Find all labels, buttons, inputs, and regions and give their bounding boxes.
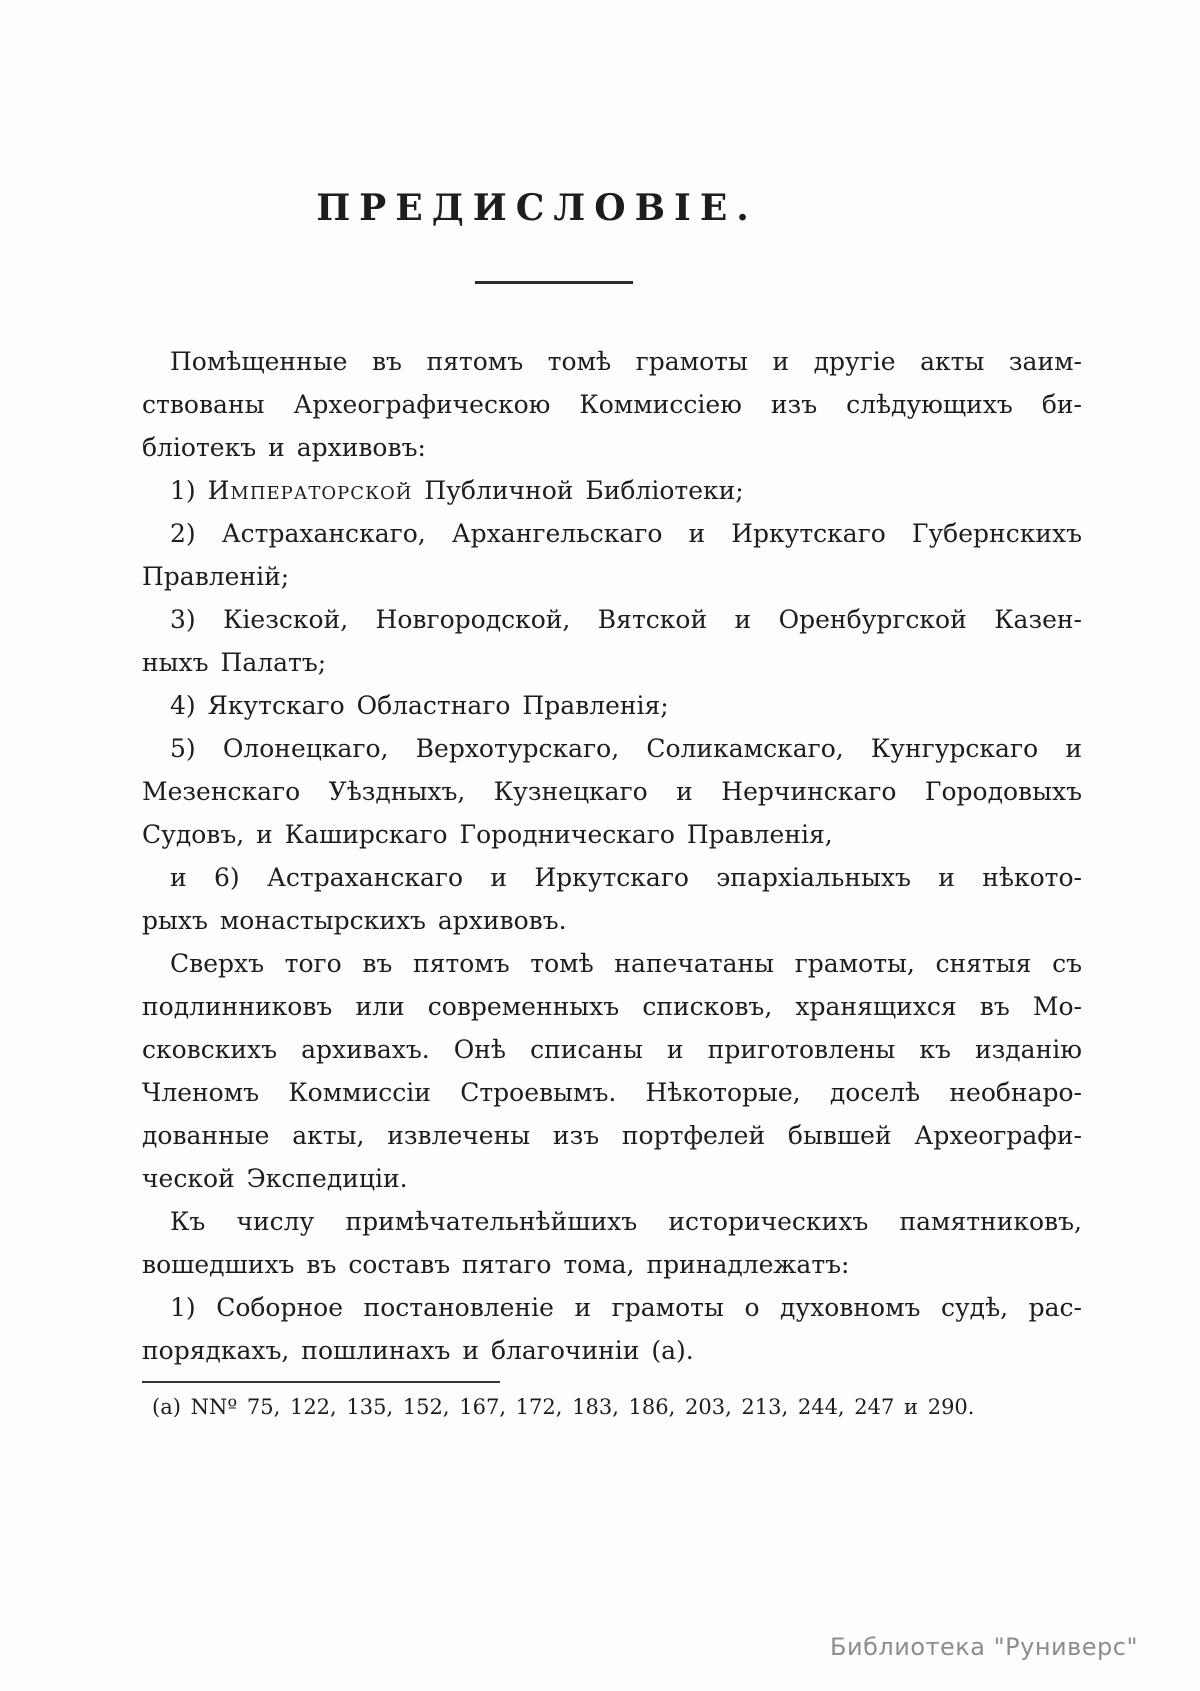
- text-line: 2) Астраханскаго, Архангельскаго и Иркутскаго Губернскихъ: [170, 519, 1082, 548]
- text-line: Къ числу примѣчательнѣйшихъ историческихъ памятниковъ,: [170, 1207, 1082, 1236]
- title-divider: [475, 281, 633, 284]
- text-line: 3) Кіезской, Новгородской, Вятской и Оренбургской Казен-: [170, 605, 1082, 634]
- text-line: бліотекъ и архивовъ:: [142, 433, 426, 462]
- text-line: ствованы Археографическою Коммиссіею изъ слѣдующихъ би-: [142, 390, 1082, 419]
- watermark: Библиотека "Руниверс": [830, 1633, 1138, 1661]
- text-line: сковскихъ архивахъ. Онѣ списаны и приготовлены къ изданію: [142, 1035, 1082, 1064]
- body-text: [142, 340, 1082, 1372]
- page-title: ПРЕДИСЛОВІЕ.: [316, 187, 758, 229]
- text-line: Помѣщенные въ пятомъ томѣ грамоты и другіе акты заим-: [170, 347, 1082, 376]
- text-line: 5) Олонецкаго, Верхотурскаго, Соликамскаго, Кунгурскаго и: [170, 734, 1082, 763]
- footnote-divider: [142, 1381, 500, 1383]
- text-line: Членомъ Коммиссіи Строевымъ. Нѣкоторые, доселѣ необнаро-: [142, 1078, 1082, 1107]
- text-line: 4) Якутскаго Областнаго Правленія;: [170, 691, 669, 720]
- text-line: Правленій;: [142, 562, 290, 591]
- text-line: Мезенскаго Уѣздныхъ, Кузнецкаго и Нерчинскаго Городовыхъ: [142, 777, 1082, 806]
- text-line: ныхъ Палатъ;: [142, 648, 327, 677]
- text-line: подлинниковъ или современныхъ списковъ, хранящихся въ Мо-: [142, 992, 1082, 1021]
- text-line: и 6) Астраханскаго и Иркутскаго эпархіальныхъ и нѣкото-: [170, 863, 1082, 892]
- text-line: дованные акты, извлечены изъ портфелей бывшей Археографи-: [142, 1121, 1082, 1150]
- footnote: (а) NNº 75, 122, 135, 152, 167, 172, 183, 186, 203, 213, 244, 247 и 290.: [152, 1395, 975, 1419]
- text-line: порядкахъ, пошлинахъ и благочиніи (а).: [142, 1336, 694, 1365]
- text-line: ческой Экспедиціи.: [142, 1164, 408, 1193]
- text-line: Судовъ, и Каширскаго Городническаго Правленія,: [142, 820, 833, 849]
- text-line: 1) Соборное постановленіе и грамоты о духовномъ судѣ, рас-: [170, 1293, 1082, 1322]
- text-column: [142, 0, 1082, 1422]
- text-line: вошедшихъ въ составъ пятаго тома, принадлежатъ:: [142, 1250, 850, 1279]
- text-line: 1) Императорской Публичной Библіотеки;: [170, 476, 744, 505]
- text-line: рыхъ монастырскихъ архивовъ.: [142, 906, 567, 935]
- text-line: Сверхъ того въ пятомъ томѣ напечатаны грамоты, снятыя съ: [170, 949, 1082, 978]
